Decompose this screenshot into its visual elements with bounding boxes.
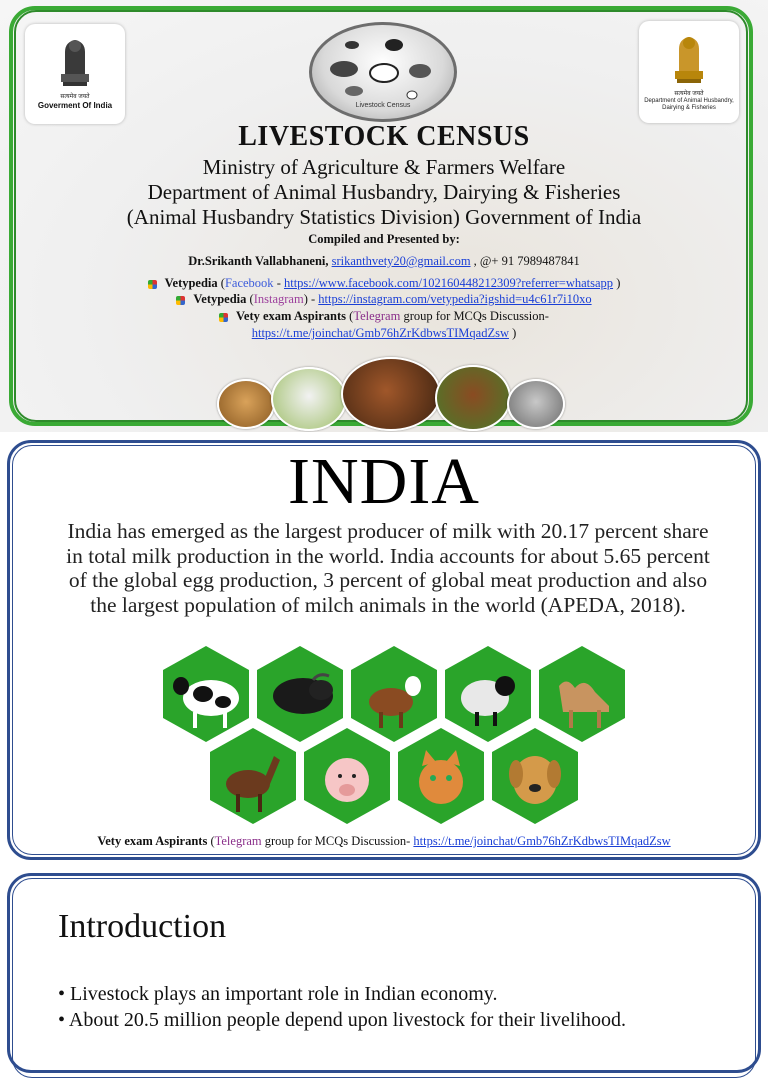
department-emblem (639, 21, 739, 123)
instagram-label: Instagram (253, 292, 304, 306)
paren-open: ( (217, 276, 225, 290)
emblem-caption-1: Department of Animal Husbandry, (644, 98, 734, 104)
list-item: • Livestock plays an important role in Indian economy. (58, 981, 626, 1007)
separator: ) - (303, 292, 319, 306)
logo-caption: Livestock Census (355, 102, 411, 109)
facebook-line (0, 276, 768, 291)
paren-close: ) (508, 326, 517, 340)
telegram-link[interactable]: https://t.me/joinchat/Gmb76hZrKdbwsTIMqadZsw (251, 326, 509, 340)
horse-photo (435, 365, 511, 431)
slide-title: INDIA (288, 445, 480, 518)
facebook-label: Facebook (224, 276, 274, 290)
telegram-brand: Vety exam Aspirants (236, 309, 347, 323)
india-paragraph: India has emerged as the largest producer of milk with 20.17 percent share in total milk production in the world. India accounts for about 5.65 percent of the global egg production, 3 percent of global meat production and also the largest population of milch animals in the world (APEDA, 2018). (66, 519, 710, 617)
emblem-caption-2: Dairying & Fisheries (662, 105, 716, 111)
author-phone: , @+ 91 7989487841 (473, 254, 580, 268)
paren-open: ( (207, 834, 215, 848)
emblem-script: सत्यमेव जयते (674, 91, 704, 97)
slide-introduction (0, 864, 768, 1031)
cat-photo (507, 379, 565, 429)
government-of-india-emblem (25, 24, 125, 124)
instagram-line (0, 292, 768, 307)
emblem-script: सत्यमेव जयते (60, 94, 90, 100)
footer-brand: Vety exam Aspirants (97, 834, 208, 848)
cow-photo (341, 357, 441, 431)
facebook-brand: Vetypedia (164, 276, 218, 290)
author-email-link[interactable]: srikanthvety20@gmail.com (331, 254, 471, 268)
paren-open: ( (246, 292, 254, 306)
footer-description: group for MCQs Discussion- (261, 834, 414, 848)
introduction-list (58, 981, 626, 1033)
bullet-icon (148, 280, 157, 289)
livestock-census-logo (309, 22, 457, 122)
list-item: • About 20.5 million people depend upon livestock for their livelihood. (58, 1007, 626, 1033)
emblem-caption: Goverment Of India (37, 101, 113, 110)
author-name: Dr.Srikanth Vallabhaneni, (188, 254, 329, 268)
compiled-by: Compiled and Presented by: (308, 232, 460, 246)
bullet-icon (219, 313, 228, 322)
division-line: (Animal Husbandry Statistics Division) Government of India (126, 205, 642, 229)
ministry-line: Ministry of Agriculture & Farmers Welfare (202, 155, 566, 179)
slide-title: Introduction (58, 908, 227, 945)
author-line (0, 254, 768, 269)
telegram-label: Telegram (353, 309, 401, 323)
national-emblem-icon (53, 30, 97, 94)
footer-telegram-label: Telegram (214, 834, 262, 848)
bullet-icon (176, 296, 185, 305)
telegram-description: group for MCQs Discussion- (400, 309, 549, 323)
facebook-link[interactable]: https://www.facebook.com/102160448212309?referrer=whatsapp (283, 276, 614, 290)
instagram-link[interactable]: https://instagram.com/vetypedia?igshid=u4c61r7i10xo (318, 292, 592, 306)
national-emblem-icon (667, 27, 711, 91)
slide-india (0, 432, 768, 864)
slide-title: LIVESTOCK CENSUS (238, 121, 530, 152)
paren-close: ) (613, 276, 621, 290)
telegram-footer (0, 834, 768, 849)
department-line: Department of Animal Husbandry, Dairying & Fisheries (147, 180, 621, 204)
animal-photo-strip (213, 357, 565, 427)
goat-photo (271, 367, 347, 431)
paren-open: ( (346, 309, 354, 323)
slide-livestock-census (0, 0, 768, 432)
telegram-line (0, 309, 768, 324)
telegram-link-line (0, 326, 768, 341)
dog-photo (217, 379, 275, 429)
separator: - (273, 276, 284, 290)
footer-telegram-link[interactable]: https://t.me/joinchat/Gmb76hZrKdbwsTIMqadZsw (413, 834, 671, 848)
instagram-brand: Vetypedia (193, 292, 247, 306)
